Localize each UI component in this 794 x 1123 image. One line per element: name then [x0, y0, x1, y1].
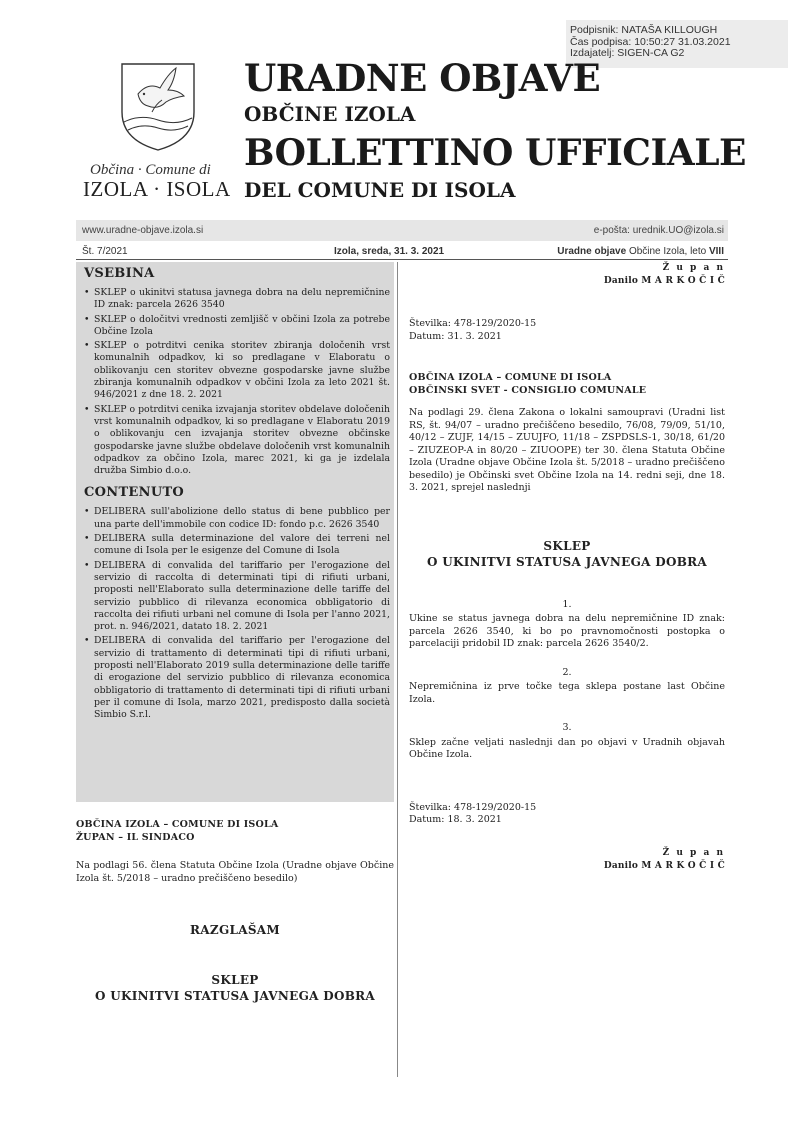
- org-subheading: OBČINSKI SVET - CONSIGLIO COMUNALE: [409, 385, 647, 396]
- toc-item[interactable]: • DELIBERA di convalida del tariffario per l'erogazione del servizio di trattamento di determinati tipi di rifiuti urbani, proposti nell'Elaborato 2019 sulla determinazione delle tariffe di erogazione del servizio pubblico di rilevanza economica obbligatorio di trattamento di determinati tipi di rifiuti urbani per il comune di Isola, marzo 2021, predisposto dalla società Simbio S.r.l.: [82, 635, 390, 721]
- toc-list-vsebina: [82, 287, 390, 477]
- column-divider: [397, 262, 398, 1077]
- toc-item[interactable]: • SKLEP o določitvi vrednosti zemljišč v občini Izola za potrebe Občine Izola: [82, 314, 390, 339]
- article-text: Ukine se status javnega dobra na delu nepremičnine ID znak: parcela 2626 3540, ki bo po pravnomočnosti postopka o parcelaciji pridobil ID znak: parcela 2626 3540/2.: [409, 613, 725, 649]
- council-decision: [409, 262, 725, 873]
- signature-issuer: Izdajatelj: SIGEN-CA G2: [570, 47, 685, 59]
- website-link[interactable]: www.uradne-objave.izola.si: [82, 225, 204, 236]
- article-text: Nepremičnina iz prve točke tega sklepa postane last Občine Izola.: [409, 681, 725, 705]
- org-subheading: ŽUPAN – IL SINDACO: [76, 832, 195, 843]
- toc-list-contenuto: [82, 506, 390, 721]
- coat-of-arms-icon: [118, 60, 198, 152]
- issue-number: Št. 7/2021: [82, 246, 128, 257]
- crest-caption-town: IZOLA · ISOLA: [83, 177, 231, 201]
- article-text: Sklep začne veljati naslednji dan po objavi v Uradnih objavah Občine Izola.: [409, 736, 725, 760]
- issue-publication: Uradne objave Občine Izola, leto VIII: [557, 246, 724, 257]
- table-of-contents: [76, 262, 394, 802]
- toc-heading-vsebina: VSEBINA: [84, 266, 155, 281]
- preamble-text: Na podlagi 56. člena Statuta Občine Izola (Uradne objave Občine Izola št. 5/2018 – uradno prečiščeno besedilo): [76, 860, 394, 884]
- decision-title: O UKINITVI STATUSA JAVNEGA DOBRA: [94, 989, 376, 1003]
- decision-heading: SKLEP: [211, 973, 259, 987]
- document-date: Datum: 31. 3. 2021: [409, 330, 502, 342]
- article-number: 1.: [562, 598, 572, 610]
- email-link[interactable]: e-pošta: urednik.UO@izola.si: [593, 225, 724, 236]
- title-obcine-izola: OBČINE IZOLA: [244, 102, 416, 126]
- toc-item[interactable]: • DELIBERA sulla determinazione del valore dei terreni nel comune di Isola per le esigenze del Comune di Isola: [82, 533, 390, 558]
- article-number: 2.: [562, 666, 572, 678]
- header-divider: [76, 259, 728, 260]
- mayor-label: Ž u p a n: [662, 847, 725, 858]
- toc-item[interactable]: • SKLEP o potrditvi cenika izvajanja storitev obdelave določenih vrst komunalnih odpadkov, ki so predlagane v Elaboratu 2019 o oblikovanju cen izvajanja storitev obvezne občinske gospodarske javne službe obdelave določenih vrst komunalnih odpadkov za občino Izola, marec 2021, ki ga je izdelala družba Simbio d.o.o.: [82, 404, 390, 478]
- proclamation-heading: RAZGLAŠAM: [190, 923, 280, 937]
- document-date: Datum: 18. 3. 2021: [409, 814, 502, 825]
- article-number: 3.: [562, 722, 572, 733]
- toc-item[interactable]: • SKLEP o potrditvi cenika storitev zbiranja določenih vrst komunalnih odpadkov, ki so predlagane v Elaboratu o oblikovanju cen storitev obvezne gospodarske javne službe zbiranja komunalnih odpadkov v občini Izola za leto 2021 št. 946/2021 z dne 18. 2. 2021: [82, 340, 390, 401]
- issue-date: Izola, sreda, 31. 3. 2021: [334, 246, 445, 257]
- mayor-name: Danilo M A R K O Č I Č: [603, 860, 725, 871]
- title-del-comune: DEL COMUNE DI ISOLA: [244, 178, 516, 202]
- decision-heading: SKLEP: [543, 538, 591, 553]
- toc-item[interactable]: • DELIBERA di convalida del tariffario per l'erogazione del servizio di raccolta di determinati tipi di rifiuti urbani, proposti nell'Elaborato sulla determinazione delle tariffe del servizio pubblico di rilevanza economica obbligatorio di raccolta dei rifiuti urbani nel comune di Isola per l'anno 2021, prot. n. 946/2021, datato 18. 2. 2021: [82, 560, 390, 634]
- crest-caption-municipality: Občina · Comune di: [90, 162, 211, 178]
- title-uradne-objave: URADNE OBJAVE: [244, 56, 601, 100]
- toc-item[interactable]: • SKLEP o ukinitvi statusa javnega dobra na delu nepremičnine ID znak: parcela 2626 3540: [82, 287, 390, 312]
- signature-time: Čas podpisa: 10:50:27 31.03.2021: [570, 35, 731, 48]
- document-number: Številka: 478-129/2020-15: [409, 801, 537, 813]
- mayor-proclamation: [76, 818, 394, 1003]
- preamble-text: Na podlagi 29. člena Zakona o lokalni samoupravi (Uradni list RS, št. 94/07 – uradno prečiščeno besedilo, 76/08, 79/09, 51/10, 40/12 – ZUJF, 14/15 – ZUUJFO, 11/18 – ZSPDSLS-1, 30/18, 61/20 – ZIUZEOP-A in 80/20 – ZIUOOPE) ter 30. člena Statuta Občine Izola (Uradne objave Občine Izola št. 5/2018 – uradno prečiščeno besedilo) je Občinski svet Občine Izola na 14. redni seji, dne 18. 3. 2021, sprejel naslednji: [409, 407, 725, 493]
- issue-line: [76, 245, 728, 260]
- toc-heading-contenuto: CONTENUTO: [84, 485, 185, 501]
- title-bollettino: BOLLETTINO UFFICIALE: [244, 132, 746, 174]
- toc-item[interactable]: • DELIBERA sull'abolizione dello status di bene pubblico per una parte dell'immobile con codice ID: fondo p.c. 2626 3540: [82, 506, 390, 531]
- signature-signer: Podpisnik: NATAŠA KILLOUGH: [570, 24, 718, 36]
- org-heading: OBČINA IZOLA – COMUNE DI ISOLA: [76, 819, 279, 830]
- contact-bar: [76, 220, 728, 241]
- mayor-label: Ž u p a n: [662, 263, 725, 273]
- mayor-name: Danilo M A R K O Č I Č: [603, 276, 725, 286]
- decision-title: O UKINITVI STATUSA JAVNEGA DOBRA: [426, 554, 708, 569]
- org-heading: OBČINA IZOLA – COMUNE DI ISOLA: [409, 372, 612, 383]
- document-number: Številka: 478-129/2020-15: [409, 318, 537, 329]
